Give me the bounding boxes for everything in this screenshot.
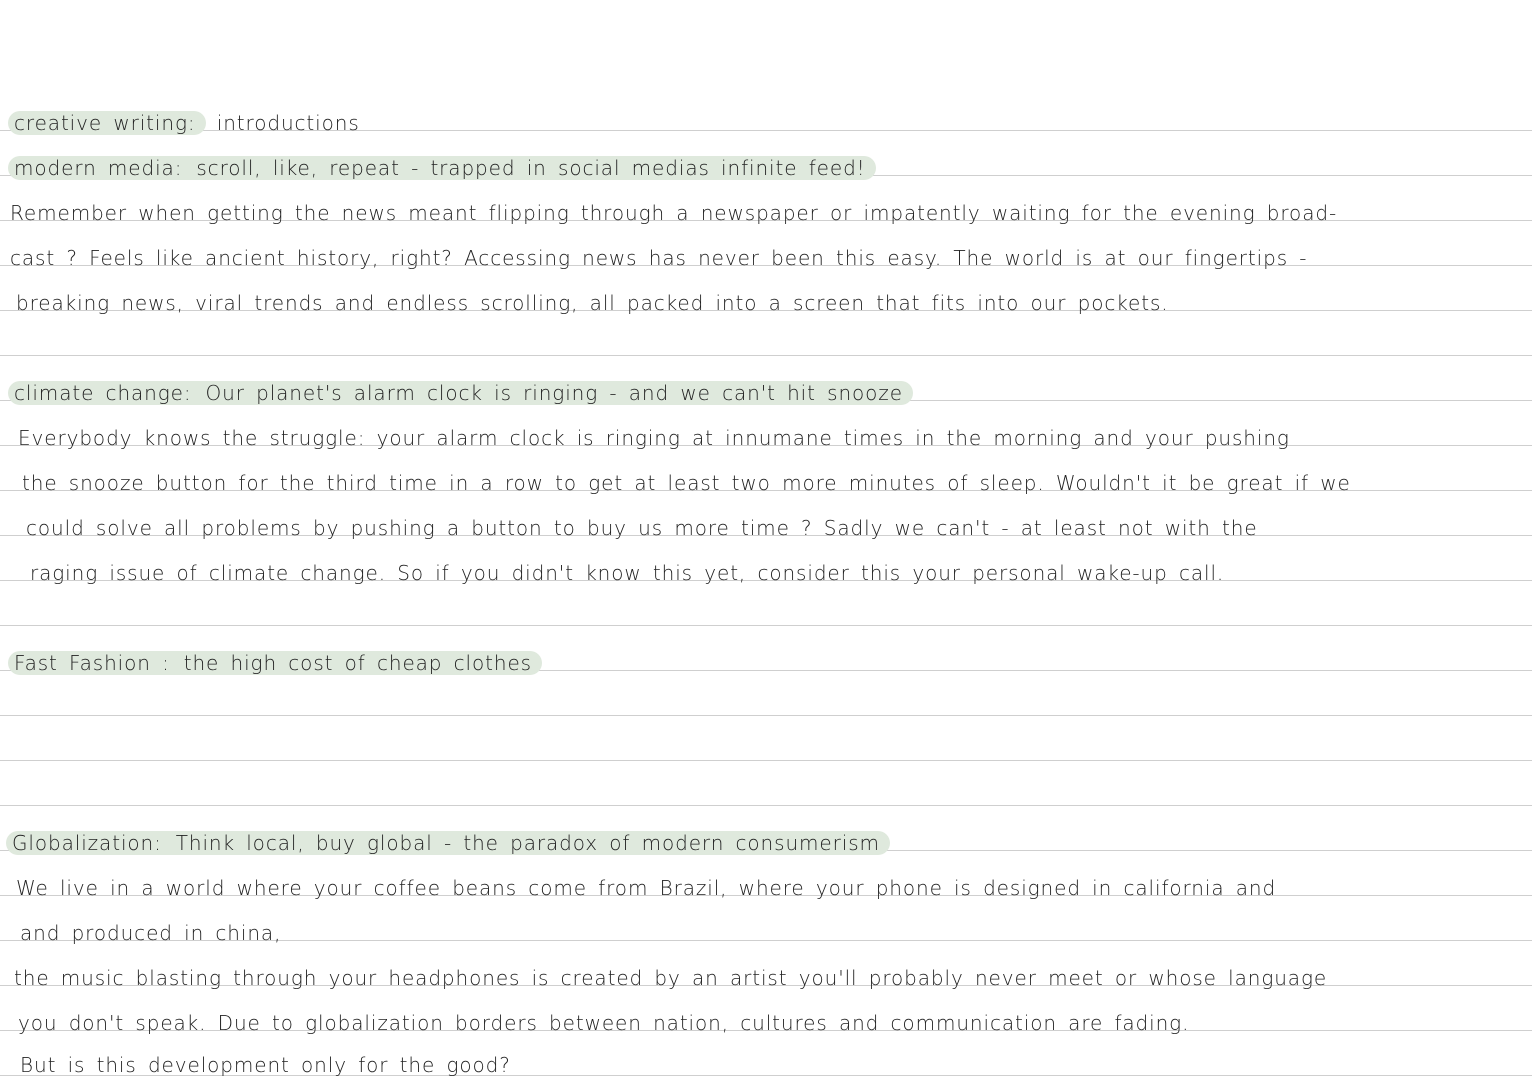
body-line: could solve all problems by pushing a button to buy us more time ? Sadly we can't - at least not with the	[26, 516, 1258, 540]
section-highlight	[8, 156, 876, 180]
section-title: the high cost of cheap clothes	[183, 651, 532, 675]
section-heading-modern-media	[8, 155, 876, 181]
section-highlight	[6, 831, 890, 855]
page-heading	[8, 110, 360, 136]
body-line: you don't speak. Due to globalization borders between nation, cultures and communication are fading.	[18, 1011, 1190, 1035]
ruled-line	[0, 760, 1532, 761]
section-label: climate change:	[14, 381, 192, 405]
body-line: breaking news, viral trends and endless scrolling, all packed into a screen that fits into our pockets.	[16, 291, 1169, 315]
body-line: and produced in china,	[20, 921, 282, 945]
heading-label: creative writing:	[8, 111, 206, 135]
body-line: raging issue of climate change. So if you didn't know this yet, consider this your personal wake-up call.	[30, 561, 1225, 585]
body-line: the music blasting through your headphones is created by an artist you'll probably never meet or whose language	[14, 966, 1328, 990]
heading-text: introductions	[216, 111, 360, 135]
section-highlight	[8, 381, 913, 405]
ruled-line	[0, 625, 1532, 626]
ruled-line	[0, 355, 1532, 356]
body-line: But is this development only for the good?	[20, 1053, 511, 1077]
section-heading-globalization	[6, 830, 890, 856]
body-line: Remember when getting the news meant flipping through a newspaper or impatently waiting for the evening broad-	[10, 201, 1338, 225]
body-line: cast ? Feels like ancient history, right? Accessing news has never been this easy. The world is at our fingertips -	[10, 246, 1308, 270]
body-line: the snooze button for the third time in a row to get at least two more minutes of sleep. Wouldn't it be great if we	[22, 471, 1351, 495]
ruled-line	[0, 805, 1532, 806]
body-line: Everybody knows the struggle: your alarm clock is ringing at innumane times in the morning and your pushing	[18, 426, 1290, 450]
section-title: Think local, buy global - the paradox of modern consumerism	[175, 831, 880, 855]
ruled-line	[0, 715, 1532, 716]
section-highlight	[8, 651, 542, 675]
section-title: Our planet's alarm clock is ringing - and we can't hit snooze	[205, 381, 903, 405]
body-line: We live in a world where your coffee beans come from Brazil, where your phone is designed in california and	[16, 876, 1277, 900]
section-label: Fast Fashion :	[14, 651, 170, 675]
section-label: Globalization:	[12, 831, 162, 855]
section-heading-fast-fashion	[8, 650, 542, 676]
section-title: scroll, like, repeat - trapped in social medias infinite feed!	[196, 156, 866, 180]
section-label: modern media:	[14, 156, 183, 180]
section-heading-climate	[8, 380, 913, 406]
